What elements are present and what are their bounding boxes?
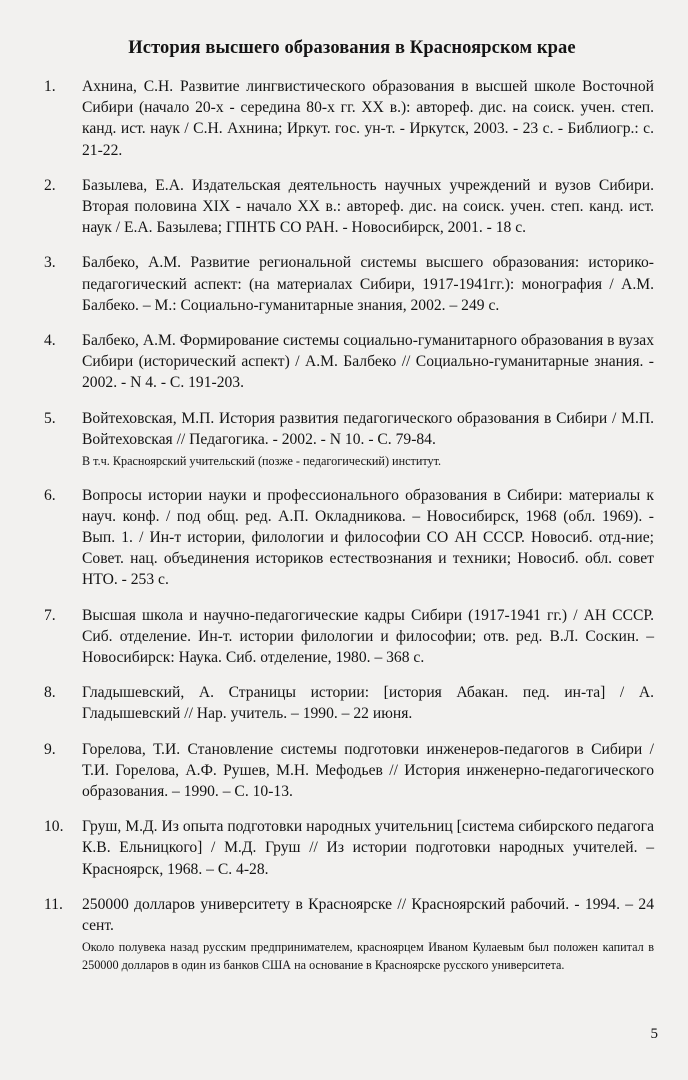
page-title: История высшего образования в Красноярском крае	[128, 38, 576, 58]
entry-number: 3.	[44, 254, 56, 272]
entry-number: 7.	[44, 606, 56, 624]
bibliography-entry	[44, 894, 654, 974]
entry-number: 4.	[44, 332, 56, 350]
entry-number: 6.	[44, 486, 56, 504]
entry-citation: Горелова, Т.И. Становление системы подготовки инженеров-педагогов в Сибири / Т.И. Горелова, А.Ф. Рушев, М.Н. Мефодьев // История инженерно-педагогического образования. – 1990. – С. 10-13.	[82, 740, 654, 800]
entry-citation: Высшая школа и научно-педагогические кадры Сибири (1917-1941 гг.) / АН СССР. Сиб. отделение. Ин-т. истории филологии и философии; отв. ред. В.Л. Соскин. – Новосибирск: Наука. Сиб. отделение, 1980. – 368 с.	[82, 606, 654, 666]
entry-citation: Груш, М.Д. Из опыта подготовки народных учительниц [система сибирского педагога К.В. Ельницкого] / М.Д. Груш // Из истории подготовки народных учителей. – Красноярск, 1968. – С. 4-28.	[82, 818, 654, 878]
entry-number: 1.	[44, 78, 56, 95]
entry-citation: Войтеховская, М.П. История развития педагогического образования в Сибири / М.П. Войтеховская // Педагогика. - 2002. - N 10. - С. 79-84.	[82, 409, 654, 448]
entry-number: 10.	[44, 818, 64, 836]
entry-number: 8.	[44, 684, 56, 702]
entry-citation: Балбеко, А.М. Формирование системы социально-гуманитарного образования в вузах Сибири (исторический аспект) / А.М. Балбеко // Социально-гуманитарные знания. - 2002. - N 4. - С. 191-203.	[82, 332, 654, 392]
bibliography-entry	[44, 330, 654, 394]
entry-number: 2.	[44, 176, 56, 194]
bibliography-entry	[44, 485, 654, 591]
bibliography-list	[44, 76, 654, 988]
bibliography-entry	[44, 682, 654, 724]
page-number: 5	[650, 1026, 658, 1042]
entry-citation: Балбеко, А.М. Развитие региональной системы высшего образования: историко-педагогический аспект: (на материалах Сибири, 1917-1941гг.): монография / А.М. Балбеко. – М.: Социально-гуманитарные знания, 2002. – 249 с.	[82, 254, 654, 314]
bibliography-entry	[44, 252, 654, 316]
entry-citation: Гладышевский, А. Страницы истории: [история Абакан. пед. ин-та] / А. Гладышевский // Нар. учитель. – 1990. – 22 июня.	[82, 684, 654, 723]
bibliography-entry	[44, 76, 654, 161]
bibliography-entry	[44, 175, 654, 239]
bibliography-entry	[44, 408, 654, 471]
entry-annotation: В т.ч. Красноярский учительский (позже - педагогический) институт.	[82, 454, 442, 469]
entry-number: 9.	[44, 740, 56, 758]
entry-number: 5.	[44, 409, 56, 427]
entry-citation: Базылева, Е.А. Издательская деятельность научных учреждений и вузов Сибири. Вторая половина XIX - начало XX в.: автореф. дис. на соиск. учен. степ. канд. ист. наук / Е.А. Базылева; ГПНТБ СО РАН. - Новосибирск, 2001. - 18 с.	[82, 176, 654, 237]
entry-citation: Вопросы истории науки и профессионального образования в Сибири: материалы к науч. конф. / под общ. ред. А.П. Окладникова. – Новосибирск, 1968 (обл. 1969). - Вып. 1. / Ин-т истории, филологии и философии СО АН СССР. Новосиб. отд-ние; Совет. нац. объединения историков естествознания и техники; Новосиб. обл. совет НТО. - 253 с.	[82, 486, 654, 589]
entry-number: 11.	[44, 895, 63, 913]
bibliography-entry	[44, 605, 654, 669]
entry-annotation: Около полувека назад русским предпринимателем, красноярцем Иваном Кулаевым был положен капитал в 250000 долларов в один из банков США на основание в Красноярске русского университета.	[82, 940, 654, 972]
entry-citation: 250000 долларов университету в Красноярске // Красноярский рабочий. - 1994. – 24 сент.	[82, 895, 654, 934]
entry-citation: Ахнина, С.Н. Развитие лингвистического образования в высшей школе Восточной Сибири (начало 20-х - середина 80-х гг. XX в.): автореф. дис. на соиск. учен. степ. канд. ист. наук / С.Н. Ахнина; Иркут. гос. ун-т. - Иркутск, 2003. - 23 с. - Библиогр.: с. 21-22.	[82, 78, 654, 159]
bibliography-entry	[44, 816, 654, 880]
bibliography-entry	[44, 739, 654, 803]
